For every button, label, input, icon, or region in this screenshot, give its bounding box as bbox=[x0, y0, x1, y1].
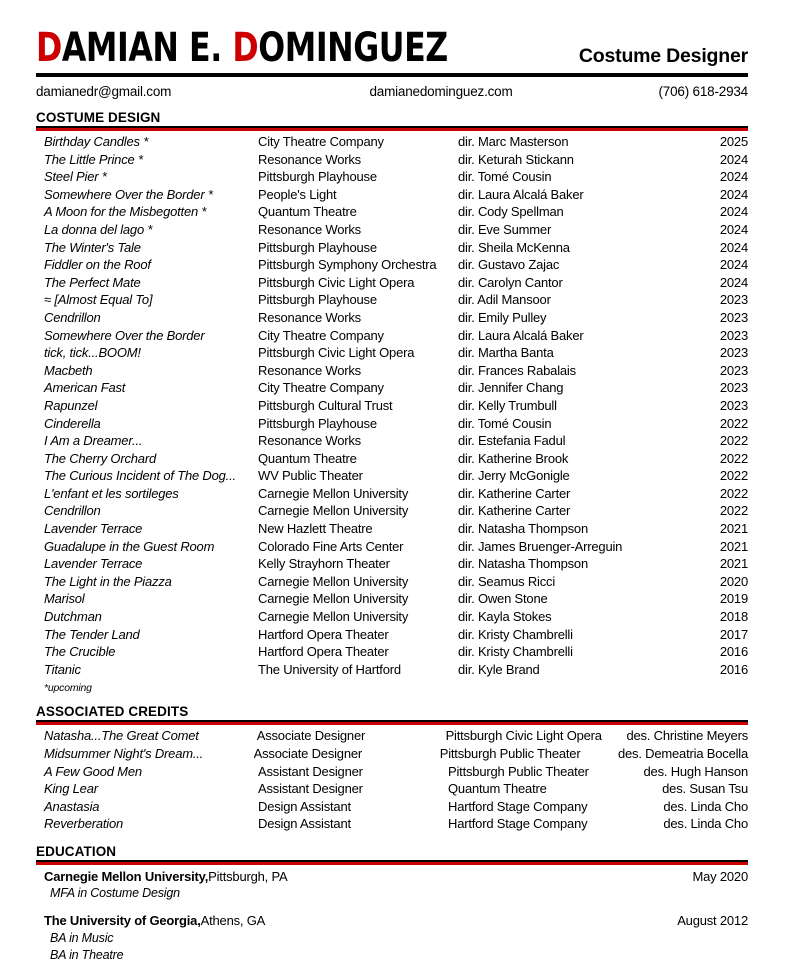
credit-title: tick, tick...BOOM! bbox=[44, 345, 141, 361]
credit-title: ≈ [Almost Equal To] bbox=[44, 292, 153, 308]
credit-year: 2022 bbox=[719, 450, 748, 466]
credit-company: Pittsburgh Civic Light Opera bbox=[258, 345, 415, 361]
credit-row bbox=[36, 644, 748, 662]
credit-company: Carnegie Mellon University bbox=[258, 485, 409, 501]
credit-title: A Moon for the Misbegotten * bbox=[44, 204, 207, 220]
associated-credit-designer: des. Linda Cho bbox=[663, 816, 748, 832]
credit-company: City Theatre Company bbox=[258, 380, 384, 396]
education-school: Carnegie Mellon University, bbox=[44, 868, 209, 884]
associated-credit-role: Assistant Designer bbox=[258, 781, 363, 797]
credit-director: dir. Marc Masterson bbox=[458, 134, 569, 149]
credit-director: dir. James Bruenger-Arreguin bbox=[458, 538, 623, 554]
name-accent-letter: D bbox=[232, 25, 259, 71]
credit-row bbox=[36, 169, 748, 187]
credit-row bbox=[36, 591, 748, 609]
credit-row bbox=[36, 574, 748, 592]
associated-credit-company: Pittsburgh Public Theater bbox=[448, 763, 589, 779]
credit-year: 2017 bbox=[719, 626, 748, 642]
associated-credit-title: Natasha...The Great Comet bbox=[44, 728, 199, 744]
contact-phone[interactable]: (706) 618-2934 bbox=[658, 84, 748, 99]
credit-year: 2024 bbox=[719, 239, 748, 255]
credit-company: Kelly Strayhorn Theater bbox=[258, 556, 390, 572]
section-accent-rule bbox=[36, 128, 748, 131]
education-degree: BA in Theatre bbox=[50, 947, 124, 962]
credit-year: 2021 bbox=[719, 538, 748, 554]
credit-year: 2016 bbox=[719, 661, 748, 677]
credit-title: Guadalupe in the Guest Room bbox=[44, 538, 215, 554]
credit-director: dir. Adil Mansoor bbox=[458, 292, 551, 308]
credit-title: Titanic bbox=[44, 661, 81, 677]
credit-row bbox=[36, 363, 748, 381]
associated-credit-row bbox=[36, 764, 748, 782]
credit-title: Dutchman bbox=[44, 609, 102, 625]
education-degree: BA in Music bbox=[50, 930, 114, 945]
credit-row bbox=[36, 204, 748, 222]
education-date: August 2012 bbox=[677, 913, 748, 929]
education-school: The University of Georgia, bbox=[44, 913, 201, 929]
associated-credit-row bbox=[36, 799, 748, 817]
section-associated-credits bbox=[36, 704, 748, 834]
credit-director: dir. Laura Alcalá Baker bbox=[458, 186, 584, 202]
credit-director: dir. Martha Banta bbox=[458, 345, 554, 361]
credit-row bbox=[36, 310, 748, 328]
credit-title: L'enfant et les sortileges bbox=[44, 485, 179, 501]
credit-title: Steel Pier * bbox=[44, 169, 107, 185]
section-heading-associated-credits: ASSOCIATED CREDITS bbox=[36, 704, 748, 722]
credit-row bbox=[36, 222, 748, 240]
credit-director: dir. Kayla Stokes bbox=[458, 609, 552, 625]
credit-year: 2023 bbox=[719, 362, 748, 378]
credit-director: dir. Owen Stone bbox=[458, 591, 548, 607]
credit-year: 2022 bbox=[719, 468, 748, 484]
credit-year: 2025 bbox=[719, 134, 748, 149]
credit-row bbox=[36, 556, 748, 574]
credit-company: WV Public Theater bbox=[258, 468, 363, 484]
credit-year: 2024 bbox=[719, 221, 748, 237]
credit-director: dir. Katherine Carter bbox=[458, 503, 571, 519]
associated-credit-title: King Lear bbox=[44, 781, 98, 797]
associated-credit-row bbox=[36, 728, 748, 746]
credit-year: 2021 bbox=[719, 521, 748, 537]
education-list bbox=[36, 868, 748, 964]
credit-company: Resonance Works bbox=[258, 151, 361, 167]
credit-row bbox=[36, 433, 748, 451]
credit-year: 2022 bbox=[719, 433, 748, 449]
credit-row bbox=[36, 627, 748, 645]
credit-row bbox=[36, 503, 748, 521]
costume-design-list bbox=[36, 134, 748, 679]
credit-year: 2022 bbox=[719, 485, 748, 501]
section-accent-rule bbox=[36, 722, 748, 725]
credit-title: The Crucible bbox=[44, 644, 116, 660]
credit-title: The Little Prince * bbox=[44, 151, 143, 167]
credit-company: Pittsburgh Playhouse bbox=[258, 169, 377, 185]
credit-director: dir. Gustavo Zajac bbox=[458, 257, 560, 273]
credit-year: 2023 bbox=[719, 327, 748, 343]
credit-year: 2022 bbox=[719, 503, 748, 519]
section-heading-costume-design: COSTUME DESIGN bbox=[36, 110, 748, 128]
credit-title: Lavender Terrace bbox=[44, 521, 143, 537]
credit-title: The Perfect Mate bbox=[44, 274, 141, 290]
credit-title: Cinderella bbox=[44, 415, 101, 431]
credit-company: Pittsburgh Civic Light Opera bbox=[258, 274, 415, 290]
upcoming-footnote: *upcoming bbox=[44, 682, 92, 695]
credit-company: Carnegie Mellon University bbox=[258, 609, 409, 625]
credit-year: 2023 bbox=[719, 380, 748, 396]
associated-credit-title: Reverberation bbox=[44, 816, 124, 832]
credit-company: Resonance Works bbox=[258, 309, 361, 325]
associated-credit-designer: des. Hugh Hanson bbox=[643, 763, 748, 779]
associated-credit-company: Quantum Theatre bbox=[448, 781, 547, 797]
credit-company: Colorado Fine Arts Center bbox=[258, 538, 404, 554]
credit-row bbox=[36, 292, 748, 310]
associated-credit-company: Pittsburgh Public Theater bbox=[439, 746, 581, 761]
associated-credit-role: Design Assistant bbox=[258, 816, 351, 832]
credit-director: dir. Tomé Cousin bbox=[458, 415, 552, 431]
credit-company: Resonance Works bbox=[258, 433, 361, 449]
education-location: Athens, GA bbox=[200, 913, 266, 929]
credit-company: Pittsburgh Playhouse bbox=[258, 415, 377, 431]
education-degree: MFA in Costume Design bbox=[50, 886, 180, 901]
associated-credit-company: Hartford Stage Company bbox=[448, 798, 588, 814]
credit-row bbox=[36, 486, 748, 504]
credit-row bbox=[36, 187, 748, 205]
credit-year: 2018 bbox=[719, 609, 748, 625]
associated-credit-title: A Few Good Men bbox=[44, 763, 142, 779]
credit-row bbox=[36, 240, 748, 258]
credit-year: 2024 bbox=[719, 257, 748, 273]
credit-row bbox=[36, 257, 748, 275]
credit-year: 2024 bbox=[719, 169, 748, 185]
credit-title: Rapunzel bbox=[44, 397, 98, 413]
section-heading-education: EDUCATION bbox=[36, 844, 748, 862]
credit-title: Cendrillon bbox=[44, 309, 101, 325]
contact-bar bbox=[36, 84, 748, 99]
credit-director: dir. Kristy Chambrelli bbox=[458, 626, 573, 642]
associated-credit-row bbox=[36, 781, 748, 799]
credit-row bbox=[36, 345, 748, 363]
education-entry-header bbox=[36, 912, 748, 930]
credit-year: 2016 bbox=[719, 644, 748, 660]
credit-title: Lavender Terrace bbox=[44, 556, 143, 572]
credit-row bbox=[36, 451, 748, 469]
section-education bbox=[36, 844, 748, 964]
credit-director: dir. Kyle Brand bbox=[458, 661, 540, 677]
credit-director: dir. Laura Alcalá Baker bbox=[458, 327, 584, 343]
credit-row bbox=[36, 662, 748, 680]
credit-year: 2024 bbox=[719, 151, 748, 167]
credit-title: The Light in the Piazza bbox=[44, 573, 172, 589]
credit-row bbox=[36, 609, 748, 627]
associated-credit-designer: des. Linda Cho bbox=[663, 798, 748, 814]
credit-company: Carnegie Mellon University bbox=[258, 591, 409, 607]
credit-company: Carnegie Mellon University bbox=[258, 573, 409, 589]
credit-company: New Hazlett Theatre bbox=[258, 521, 373, 537]
job-title: Costume Designer bbox=[578, 45, 748, 67]
credit-company: Quantum Theatre bbox=[258, 204, 357, 220]
credit-company: Pittsburgh Cultural Trust bbox=[258, 397, 393, 413]
credit-company: The University of Hartford bbox=[258, 661, 401, 677]
credit-row bbox=[36, 468, 748, 486]
credit-row bbox=[36, 152, 748, 170]
credit-company: Hartford Opera Theater bbox=[258, 626, 389, 642]
credit-year: 2022 bbox=[719, 415, 748, 431]
credit-title: Marisol bbox=[44, 591, 85, 607]
credit-company: Quantum Theatre bbox=[258, 450, 357, 466]
credit-company: Pittsburgh Playhouse bbox=[258, 239, 377, 255]
credit-director: dir. Estefania Fadul bbox=[458, 433, 566, 449]
credit-title: La donna del lago * bbox=[44, 221, 153, 237]
credit-year: 2023 bbox=[719, 345, 748, 361]
associated-credit-row bbox=[36, 816, 748, 834]
associated-credits-list bbox=[36, 728, 748, 834]
credit-director: dir. Katherine Carter bbox=[458, 485, 571, 501]
credit-company: Hartford Opera Theater bbox=[258, 644, 389, 660]
candidate-name bbox=[36, 25, 448, 71]
associated-credit-company: Pittsburgh Civic Light Opera bbox=[445, 728, 602, 744]
credit-director: dir. Carolyn Cantor bbox=[458, 274, 563, 290]
credit-row bbox=[36, 134, 748, 152]
education-entry-header bbox=[36, 868, 748, 886]
credit-director: dir. Kelly Trumbull bbox=[458, 397, 557, 413]
resume-header bbox=[36, 22, 748, 71]
credit-director: dir. Katherine Brook bbox=[458, 450, 569, 466]
credit-row bbox=[36, 398, 748, 416]
credit-title: The Curious Incident of The Dog... bbox=[44, 468, 236, 484]
contact-email[interactable]: damianedr@gmail.com bbox=[36, 84, 172, 99]
credit-title: Somewhere Over the Border bbox=[44, 327, 205, 343]
associated-credit-title: Midsummer Night's Dream... bbox=[44, 746, 204, 761]
credit-director: dir. Keturah Stickann bbox=[458, 151, 574, 167]
credit-company: City Theatre Company bbox=[258, 134, 384, 149]
credit-director: dir. Seamus Ricci bbox=[458, 573, 556, 589]
credit-title: American Fast bbox=[44, 380, 126, 396]
credit-director: dir. Cody Spellman bbox=[458, 204, 564, 220]
credit-director: dir. Jerry McGonigle bbox=[458, 468, 570, 484]
section-accent-rule bbox=[36, 862, 748, 865]
name-accent-letter: D bbox=[36, 25, 62, 71]
education-location: Pittsburgh, PA bbox=[208, 868, 288, 884]
credit-director: dir. Jennifer Chang bbox=[458, 380, 564, 396]
credit-row bbox=[36, 275, 748, 293]
credit-year: 2020 bbox=[719, 573, 748, 589]
credit-year: 2023 bbox=[719, 309, 748, 325]
credit-company: Carnegie Mellon University bbox=[258, 503, 409, 519]
credit-year: 2021 bbox=[719, 556, 748, 572]
credit-director: dir. Emily Pulley bbox=[458, 309, 547, 325]
associated-credit-role: Associate Designer bbox=[253, 746, 363, 761]
credit-row bbox=[36, 539, 748, 557]
credit-year: 2024 bbox=[719, 274, 748, 290]
credit-company: Resonance Works bbox=[258, 362, 361, 378]
credit-director: dir. Kristy Chambrelli bbox=[458, 644, 573, 660]
credit-row bbox=[36, 416, 748, 434]
credit-company: Resonance Works bbox=[258, 221, 361, 237]
credit-director: dir. Eve Summer bbox=[458, 221, 552, 237]
credit-title: The Cherry Orchard bbox=[44, 450, 156, 466]
contact-website[interactable]: damianedominguez.com bbox=[369, 84, 513, 99]
credit-year: 2019 bbox=[719, 591, 748, 607]
education-entry bbox=[36, 912, 748, 964]
associated-credit-designer: des. Demeatria Bocella bbox=[618, 746, 748, 761]
credit-director: dir. Natasha Thompson bbox=[458, 556, 588, 572]
credit-year: 2024 bbox=[719, 204, 748, 220]
associated-credit-designer: des. Christine Meyers bbox=[626, 728, 748, 744]
credit-company: Pittsburgh Symphony Orchestra bbox=[258, 257, 437, 273]
education-date: May 2020 bbox=[692, 868, 748, 884]
credit-title: The Winter's Tale bbox=[44, 239, 141, 255]
credit-year: 2024 bbox=[719, 186, 748, 202]
credit-row bbox=[36, 328, 748, 346]
credit-title: Somewhere Over the Border * bbox=[44, 186, 213, 202]
credit-year: 2023 bbox=[719, 397, 748, 413]
name-segment: AMIAN E. bbox=[61, 25, 233, 71]
credit-company: People's Light bbox=[258, 186, 337, 202]
name-segment: OMINGUEZ bbox=[258, 25, 448, 71]
associated-credit-role: Associate Designer bbox=[256, 728, 366, 744]
associated-credit-row bbox=[36, 746, 748, 764]
credit-title: Cendrillon bbox=[44, 503, 101, 519]
credit-row bbox=[36, 521, 748, 539]
associated-credit-role: Design Assistant bbox=[258, 798, 351, 814]
section-costume-design bbox=[36, 110, 748, 694]
credit-company: City Theatre Company bbox=[258, 327, 384, 343]
credit-title: Macbeth bbox=[44, 362, 93, 378]
associated-credit-title: Anastasia bbox=[44, 798, 100, 814]
education-entry bbox=[36, 868, 748, 903]
credit-title: Fiddler on the Roof bbox=[44, 257, 151, 273]
header-divider bbox=[36, 73, 748, 77]
associated-credit-designer: des. Susan Tsu bbox=[662, 781, 748, 797]
credit-director: dir. Tomé Cousin bbox=[458, 169, 552, 185]
credit-director: dir. Natasha Thompson bbox=[458, 521, 588, 537]
credit-director: dir. Frances Rabalais bbox=[458, 362, 576, 378]
credit-director: dir. Sheila McKenna bbox=[458, 239, 570, 255]
associated-credit-company: Hartford Stage Company bbox=[448, 816, 588, 832]
credit-year: 2023 bbox=[719, 292, 748, 308]
credit-title: I Am a Dreamer... bbox=[44, 433, 143, 449]
associated-credit-role: Assistant Designer bbox=[258, 763, 363, 779]
credit-title: The Tender Land bbox=[44, 626, 140, 642]
credit-company: Pittsburgh Playhouse bbox=[258, 292, 377, 308]
credit-row bbox=[36, 380, 748, 398]
credit-title: Birthday Candles * bbox=[44, 134, 149, 149]
